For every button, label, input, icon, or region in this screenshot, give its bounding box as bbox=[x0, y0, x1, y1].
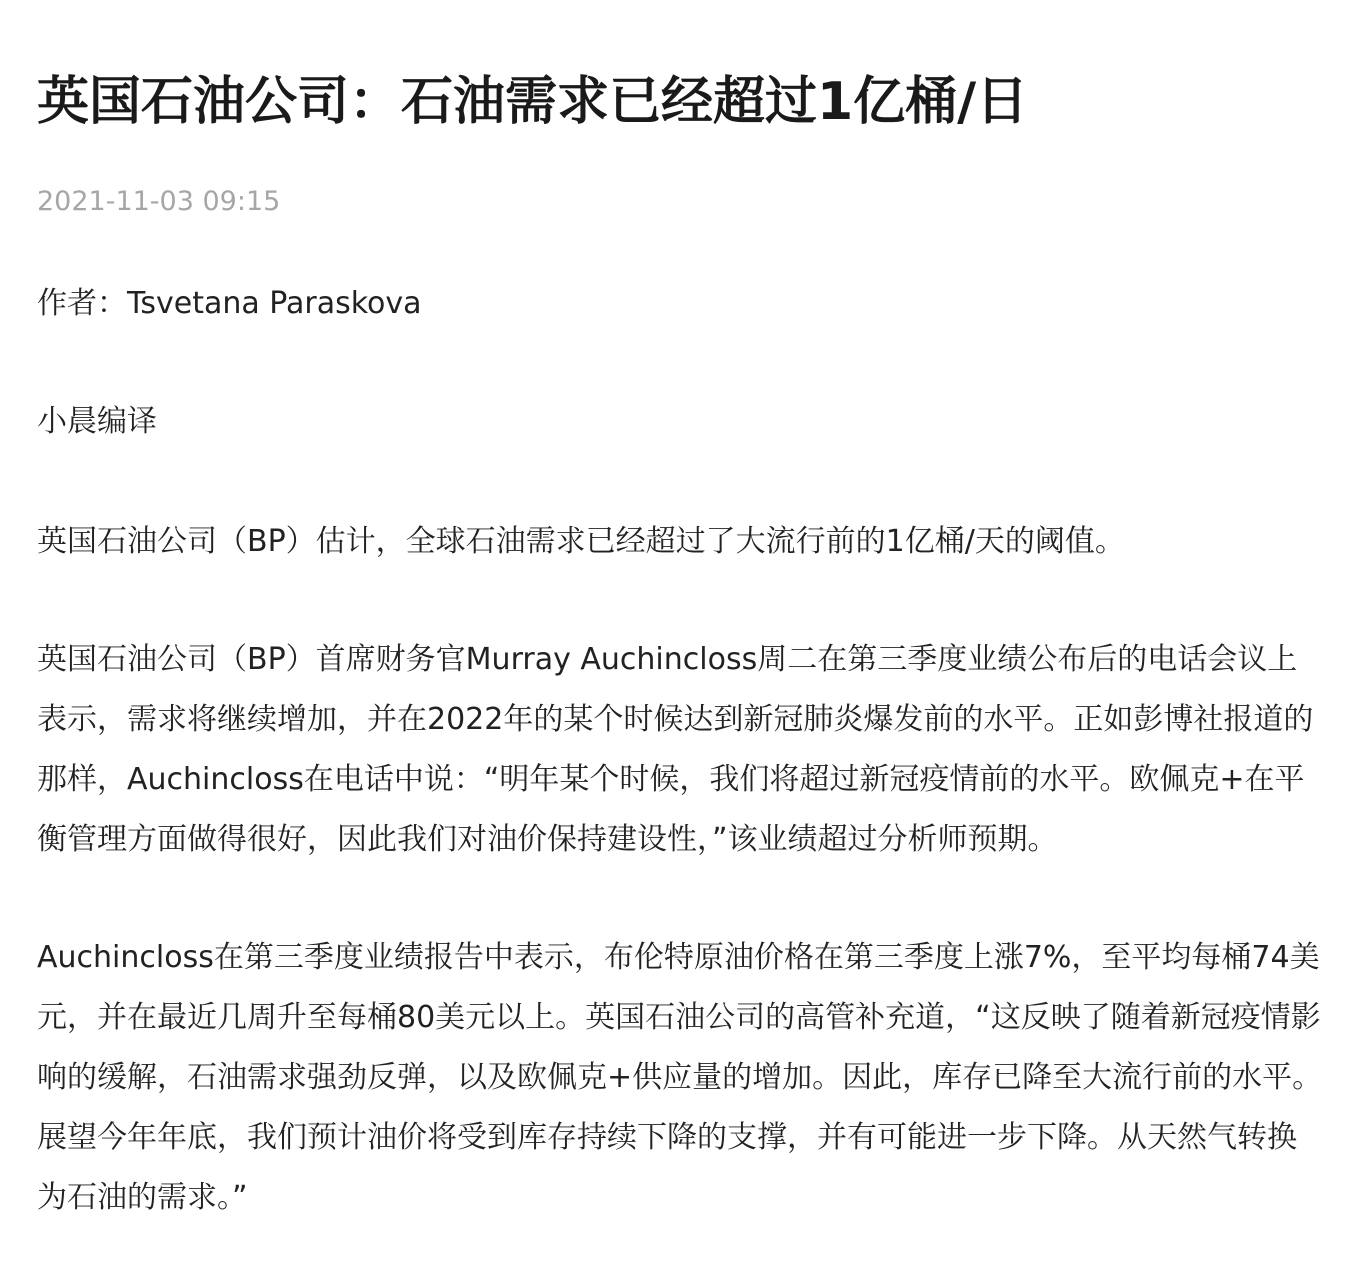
publish-date: 2021-11-03 09:15 bbox=[37, 186, 281, 217]
author-line: 作者：Tsvetana Paraskova bbox=[37, 286, 422, 321]
article-paragraph: 英国石油公司（BP）首席财务官Murray Auchincloss周二在第三季度业绩公布后的电话会议上表示，需求将继续增加，并在2022年的某个时候达到新冠肺炎爆发前的水平。正如彭博社报道的那样，Auchincloss在电话中说：“明年某个时候，我们将超过新冠疫情前的水平。欧佩克+在平衡管理方面做得很好，因此我们对油价保持建设性，”该业绩超过分析师预期。 bbox=[37, 642, 1314, 857]
article-paragraph: Auchincloss在第三季度业绩报告中表示，布伦特原油价格在第三季度上涨7%，至平均每桶74美元，并在最近几周升至每桶80美元以上。英国石油公司的高管补充道，“这反映了随着新冠疫情影响的缓解，石油需求强劲反弹，以及欧佩克+供应量的增加。因此，库存已降至大流行前的水平。展望今年年底，我们预计油价将受到库存持续下降的支撑，并有可能进一步下降。从天然气转换为石油的需求。” bbox=[37, 940, 1323, 1215]
article-title: 英国石油公司：石油需求已经超过1亿桶/日 bbox=[37, 72, 1029, 132]
translator-line: 小晨编译 bbox=[37, 404, 157, 439]
article-paragraph: 英国石油公司（BP）估计，全球石油需求已经超过了大流行前的1亿桶/天的阈值。 bbox=[37, 524, 1125, 559]
